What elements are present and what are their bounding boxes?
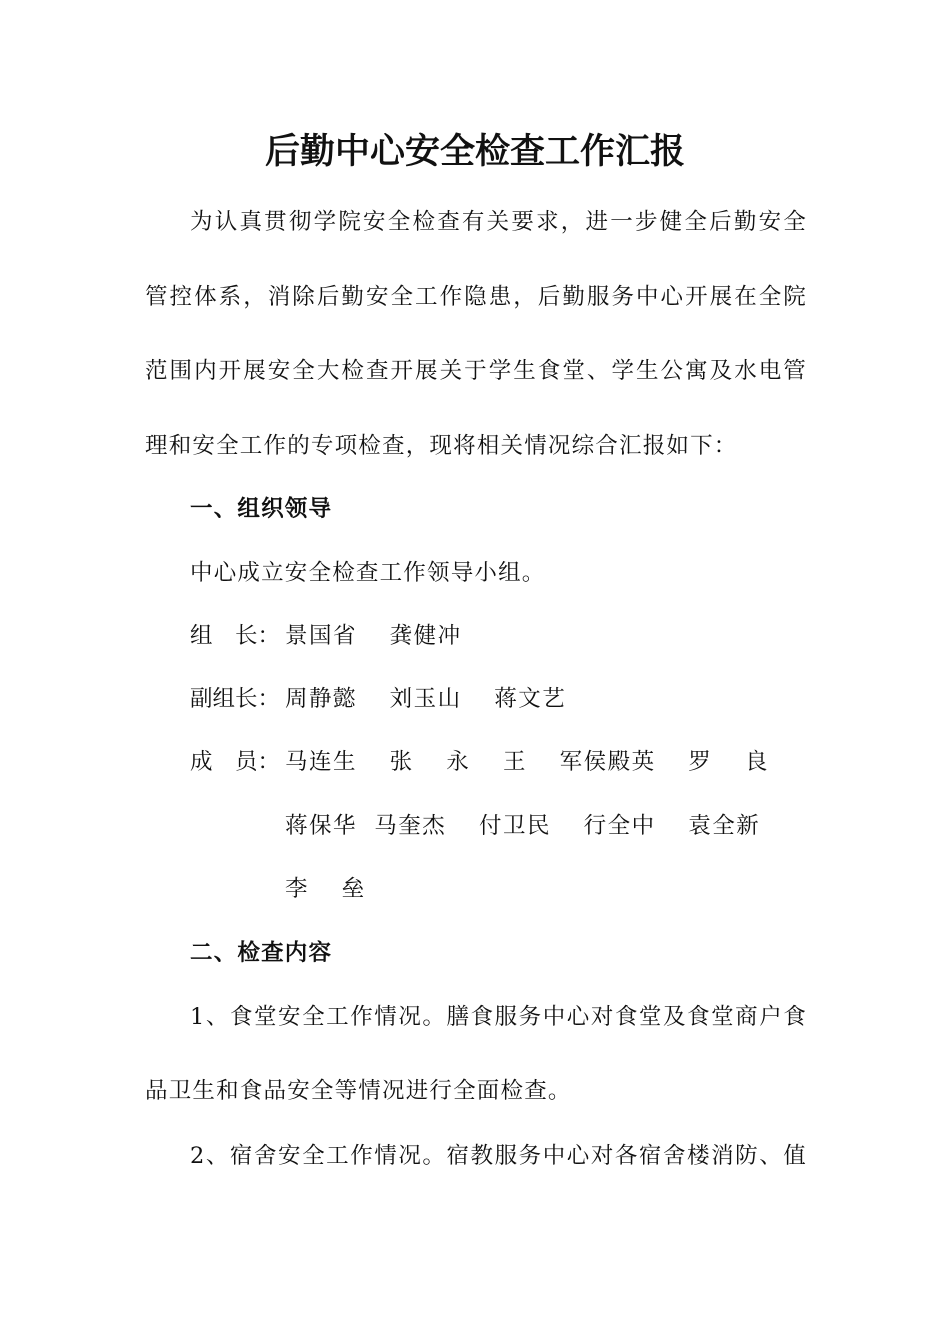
- section-heading-organization: 一、组织领导: [190, 496, 333, 522]
- members-names-line-1: 马连生 张 永 王 军侯殿英 罗 良: [285, 749, 769, 775]
- intro-line-2: 管控体系，消除后勤安全工作隐患，后勤服务中心开展在全院: [145, 284, 807, 310]
- document-title: 后勤中心安全检查工作汇报: [264, 132, 685, 172]
- members-names-line-2: 蒋保华 马奎杰 付卫民 行全中 袁全新: [285, 813, 761, 839]
- section1-text: 中心成立安全检查工作领导小组。: [190, 560, 546, 586]
- deputy-names: 周静懿 刘玉山 蒋文艺: [285, 686, 567, 712]
- item1-line-1: 1、食堂安全工作情况。膳食服务中心对食堂及食堂商户食: [190, 1004, 807, 1030]
- members-names-line-3: 李 垒: [285, 876, 366, 902]
- members-label: 成 员：: [190, 749, 281, 775]
- leader-label: 组 长：: [190, 623, 281, 649]
- item2-line-1: 2、宿舍安全工作情况。宿教服务中心对各宿舍楼消防、值: [190, 1143, 807, 1169]
- leader-names: 景国省 龚健冲: [285, 623, 462, 649]
- deputy-label: 副组长：: [190, 686, 281, 712]
- intro-line-4: 理和安全工作的专项检查，现将相关情况综合汇报如下：: [145, 433, 738, 459]
- intro-line-3: 范围内开展安全大检查开展关于学生食堂、学生公寓及水电管: [145, 358, 807, 384]
- item1-line-2: 品卫生和食品安全等情况进行全面检查。: [145, 1078, 572, 1104]
- intro-line-1: 为认真贯彻学院安全检查有关要求，进一步健全后勤安全: [190, 209, 807, 235]
- section-heading-inspection: 二、检查内容: [190, 940, 333, 966]
